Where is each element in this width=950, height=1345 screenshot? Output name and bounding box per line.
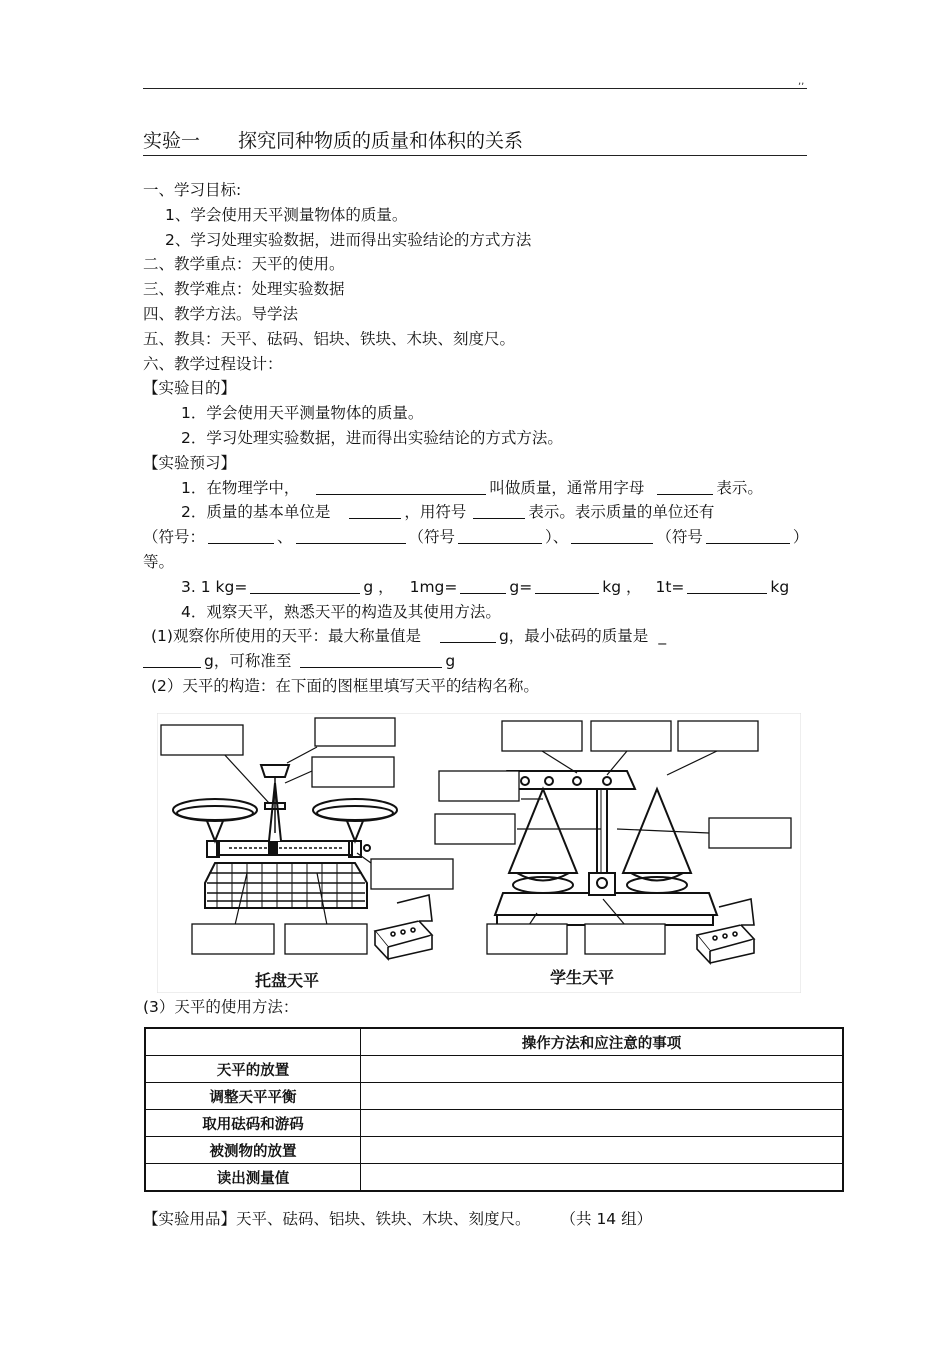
worksheet-body [143, 178, 823, 699]
q-text: (1)观察你所使用的天平：最大称量值是 [151, 627, 421, 646]
table-row-label: 调整天平平衡 [145, 1083, 361, 1110]
label-box[interactable] [371, 859, 453, 889]
objective-item: 2、学习处理实验数据，进而得出实验结论的方式方法 [165, 230, 532, 249]
q-text: （符号 [408, 528, 456, 547]
label-box[interactable] [487, 924, 567, 954]
table-row-label: 被测物的放置 [145, 1137, 361, 1164]
label-box[interactable] [315, 718, 395, 746]
answer-blank[interactable] [143, 652, 201, 668]
observe-question-cont [143, 649, 823, 674]
label-box[interactable] [709, 818, 791, 848]
q-text: g [445, 652, 456, 671]
q-text: 1mg= [409, 577, 458, 596]
answer-blank[interactable] [208, 528, 274, 544]
objective-item: 1、学会使用天平测量物体的质量。 [165, 205, 408, 224]
preview-question-2-end: 等。 [143, 552, 175, 571]
q-text: g，可称准至 [204, 652, 292, 671]
tray-balance-caption: 托盘天平 [255, 971, 320, 990]
table-header-left [145, 1028, 361, 1056]
title-rule [143, 155, 807, 156]
section-heading: 六、教学过程设计： [143, 354, 283, 373]
table-answer-cell[interactable] [361, 1083, 844, 1110]
subsection-heading: 【实验预习】 [143, 453, 237, 472]
subsection-heading: 【实验目的】 [143, 379, 237, 398]
answer-blank[interactable] [706, 528, 790, 544]
q-text: 、 [277, 528, 293, 547]
q-text: 1t= [655, 577, 685, 596]
supplies-line [143, 1208, 652, 1230]
q-text: _ [658, 627, 667, 646]
header-rule [143, 88, 807, 89]
supplies-text: 【实验用品】天平、砝码、铝块、铁块、木块、刻度尺。 [143, 1210, 531, 1228]
q-text: 3. 1 kg= [181, 577, 248, 596]
table-row-label: 天平的放置 [145, 1056, 361, 1083]
answer-blank[interactable] [349, 503, 401, 519]
table-answer-cell[interactable] [361, 1056, 844, 1083]
q-text: g ， [363, 577, 394, 596]
q-text: 1．在物理学中， [181, 478, 300, 497]
answer-blank[interactable] [657, 479, 713, 495]
q-text: 表示。表示质量的单位还有 [528, 503, 715, 522]
preview-question-2 [143, 500, 823, 525]
q-text: （符号： [143, 528, 206, 547]
table-header-row [145, 1028, 843, 1056]
answer-blank[interactable] [460, 578, 506, 594]
table-row [145, 1056, 843, 1083]
answer-blank[interactable] [687, 578, 767, 594]
label-box[interactable] [502, 721, 582, 751]
answer-blank[interactable] [440, 627, 496, 643]
observe-question [143, 624, 823, 649]
preview-question-3 [143, 575, 823, 600]
label-box[interactable] [678, 721, 758, 751]
q-text: ，用符号 [404, 503, 467, 522]
table-header-right: 操作方法和应注意的事项 [361, 1028, 844, 1056]
structure-question [143, 674, 823, 699]
section-heading: 二、教学重点：天平的使用。 [143, 255, 345, 274]
answer-blank[interactable] [300, 652, 442, 668]
q-text: ） [792, 528, 809, 547]
title-text: 探究同种物质的质量和体积的关系 [238, 130, 524, 152]
section-heading: 三、教学难点：处理实验数据 [143, 280, 345, 299]
q-text: 叫做质量，通常用字母 [489, 478, 645, 497]
table-row-label: 取用砝码和游码 [145, 1110, 361, 1137]
answer-blank[interactable] [571, 528, 653, 544]
answer-blank[interactable] [250, 578, 360, 594]
supplies-count: （共 14 组） [560, 1210, 653, 1228]
purpose-item: 1．学会使用天平测量物体的质量。 [181, 404, 424, 423]
preview-question-2-cont [143, 525, 823, 550]
table-answer-cell[interactable] [361, 1110, 844, 1137]
table-row [145, 1110, 843, 1137]
q-text: 表示。 [716, 478, 763, 497]
table-row [145, 1164, 843, 1192]
preview-question-1 [143, 476, 823, 501]
answer-blank[interactable] [458, 528, 542, 544]
section-heading: 五、教具：天平、砝码、铝块、铁块、木块、刻度尺。 [143, 329, 516, 348]
answer-blank[interactable] [535, 578, 599, 594]
table-answer-cell[interactable] [361, 1164, 844, 1192]
label-box[interactable] [285, 924, 367, 954]
usage-table [144, 1027, 844, 1192]
label-box[interactable] [439, 771, 519, 801]
table-row [145, 1137, 843, 1164]
label-box[interactable] [161, 725, 243, 755]
table-row-label: 读出测量值 [145, 1164, 361, 1192]
label-box[interactable] [435, 814, 515, 844]
q-text: kg [770, 577, 790, 596]
balance-diagram [157, 713, 801, 993]
table-answer-cell[interactable] [361, 1137, 844, 1164]
section-heading: 一、学习目标: [143, 181, 242, 199]
answer-blank[interactable] [316, 479, 486, 495]
page-mark: ,, [798, 76, 805, 87]
table-row [145, 1083, 843, 1110]
preview-question-4: 4．观察天平，熟悉天平的构造及其使用方法。 [181, 602, 501, 621]
label-box[interactable] [585, 924, 665, 954]
q-text: g= [509, 577, 533, 596]
student-balance-caption: 学生天平 [550, 968, 615, 987]
label-box[interactable] [591, 721, 671, 751]
q-text: (2）天平的构造：在下面的图框里填写天平的结构名称。 [151, 676, 539, 695]
answer-blank[interactable] [473, 503, 525, 519]
answer-blank[interactable] [296, 528, 406, 544]
q-text: kg ， [602, 577, 642, 596]
q-text: 2．质量的基本单位是 [181, 503, 331, 522]
section-heading: 四、教学方法。导学法 [143, 304, 299, 323]
q-text: g，最小砝码的质量是 [498, 627, 649, 646]
q-text: （符号 [656, 528, 703, 547]
label-box[interactable] [312, 757, 394, 787]
q-text: ）、 [545, 528, 569, 547]
page-title [143, 126, 523, 153]
title-label: 实验一 [143, 130, 201, 152]
purpose-item: 2．学习处理实验数据，进而得出实验结论的方式方法。 [181, 428, 563, 447]
label-box[interactable] [192, 924, 274, 954]
usage-heading: (3）天平的使用方法： [143, 998, 299, 1016]
